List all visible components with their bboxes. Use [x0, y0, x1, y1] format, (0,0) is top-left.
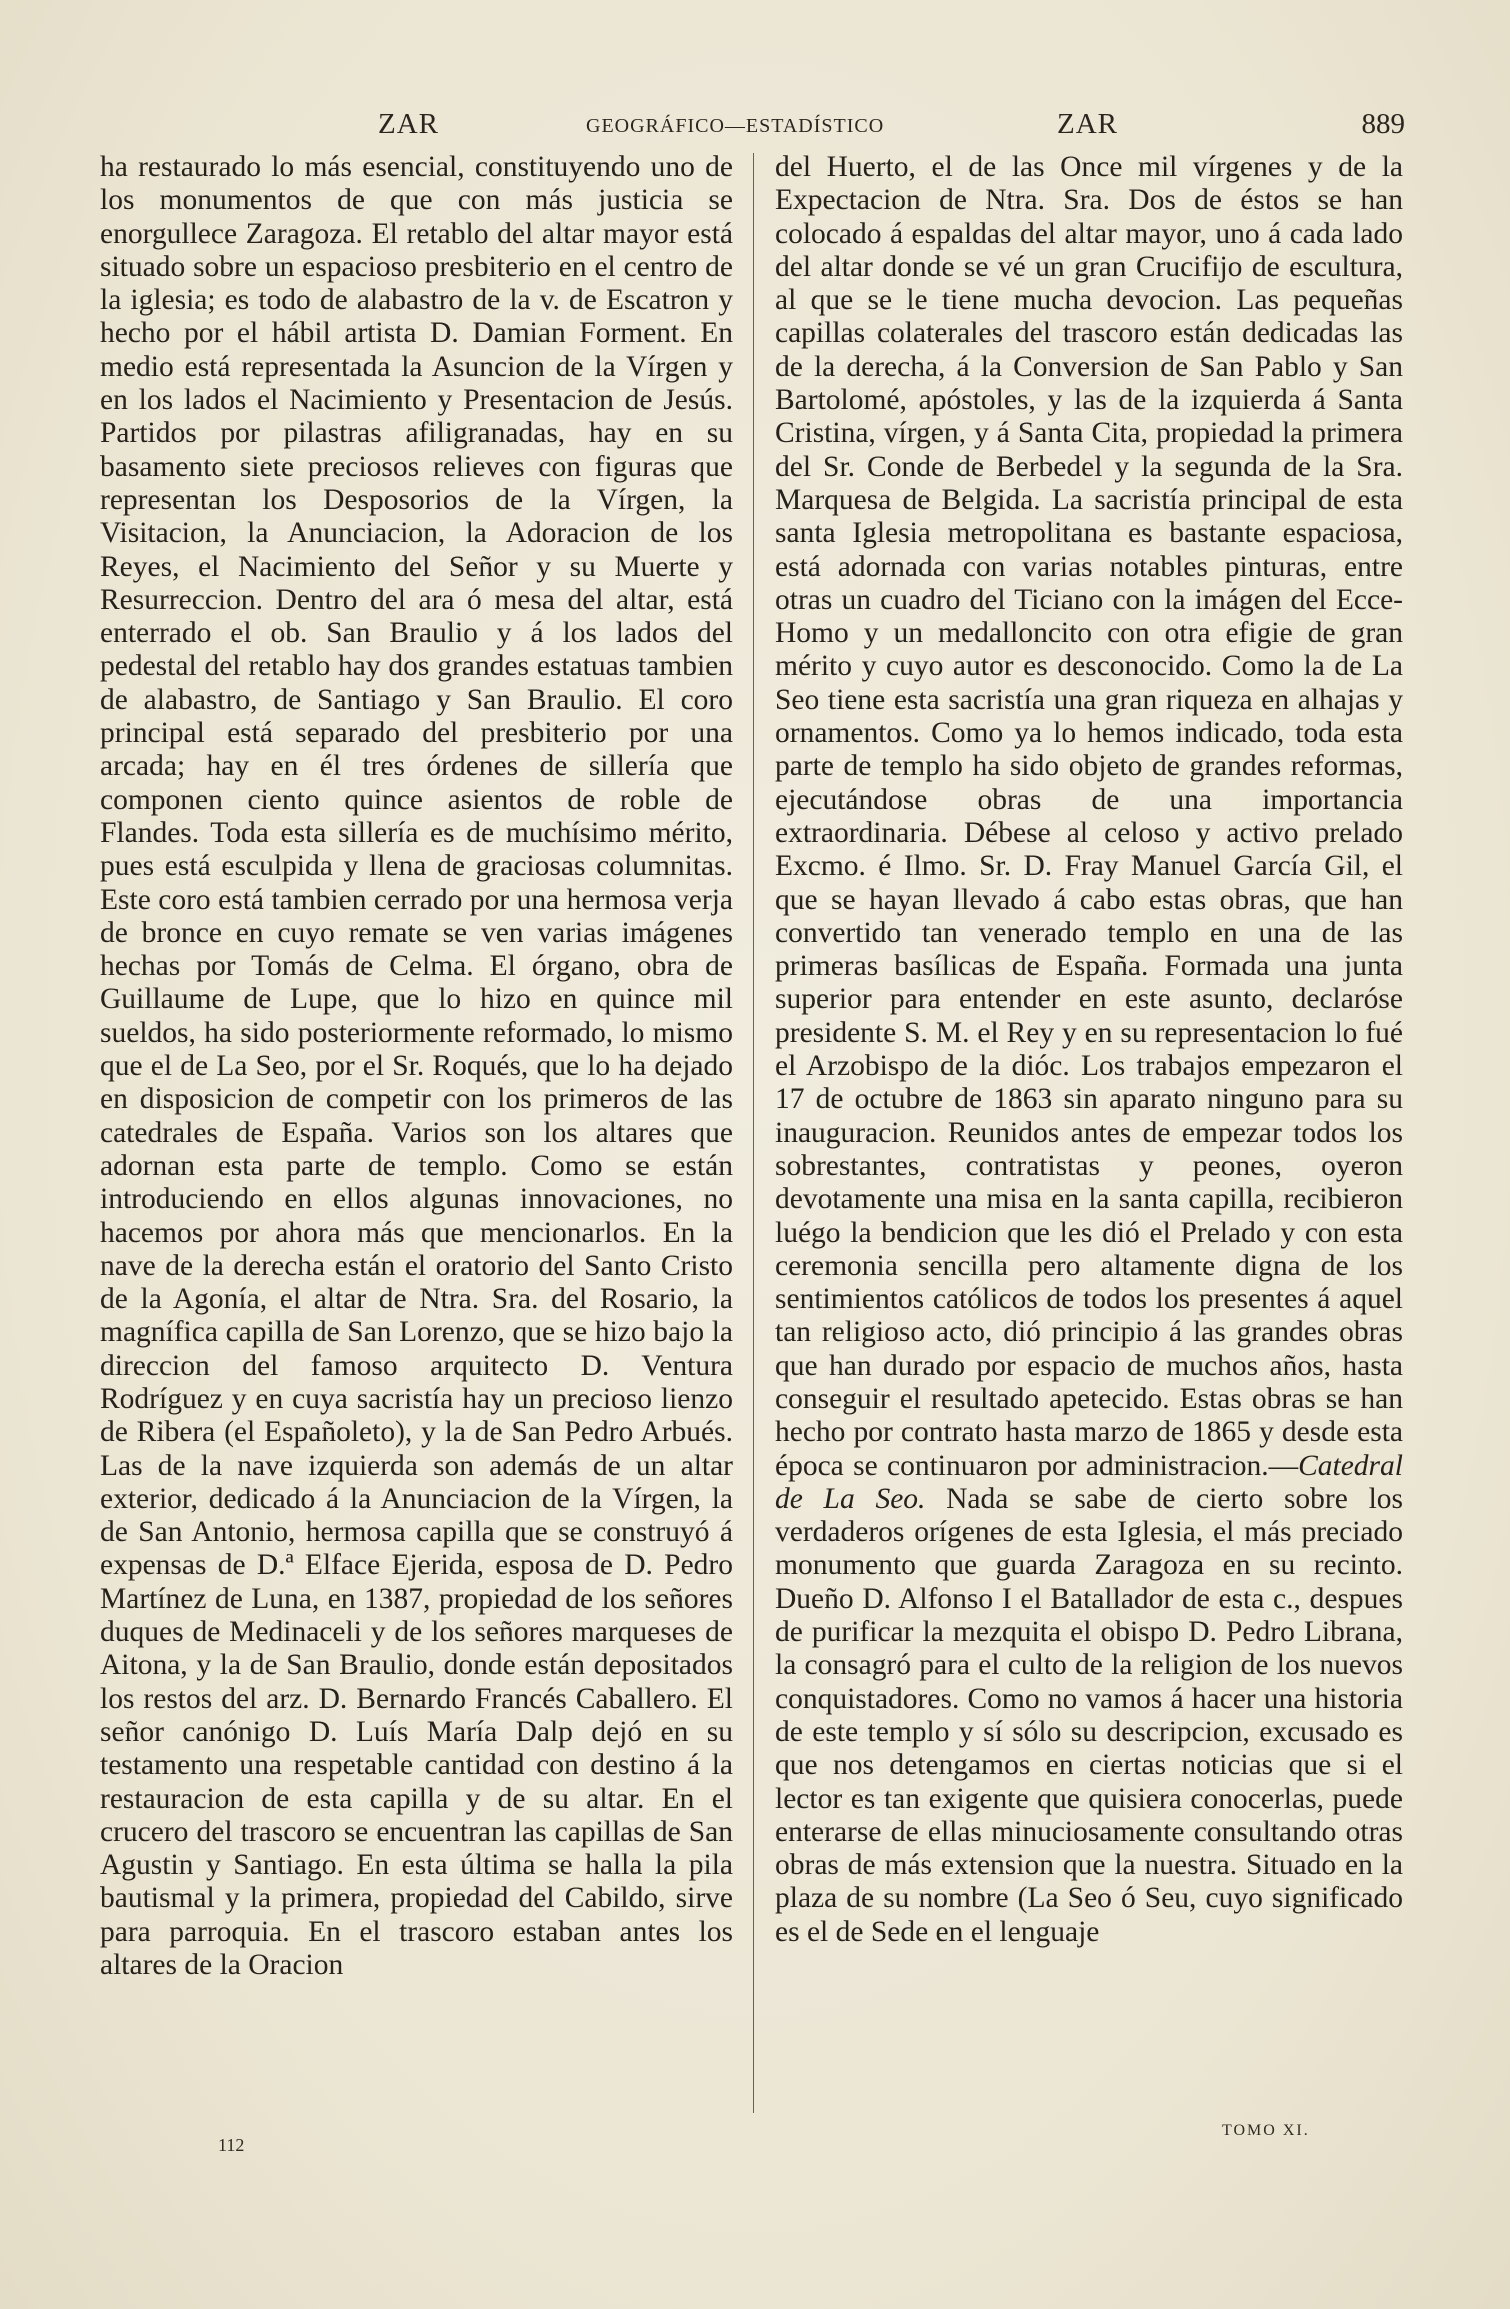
- section-heading-catedral-la-seo: Catedral de La Seo.: [775, 1449, 1403, 1515]
- right-column: [775, 151, 1403, 2131]
- running-header: [100, 108, 1405, 148]
- right-column-text-after: Nada se sabe de cierto sobre los verdaderos orígenes de esta Iglesia, el más preciado monumento que guarda Zaragoza en su recinto. Dueño D. Alfonso I el Batallador de esta c., despues de purificar la mezquita el obispo D. Pedro Librana, la consagró para el culto de la religion de los nuevos conquistadores. Como no vamos á hacer una historia de este templo y sí sólo su descripcion, excusado es que nos detengamos en ciertas noticias que si el lector es tan exigente que quisiera conocerlas, puede enterarse de ellas minuciosamente consultando otras obras de más extension que la nuestra. Situado en la plaza de su nombre (La Seo ó Seu, cuyo significado es el de Sede en el lenguaje: [775, 1482, 1403, 1948]
- header-left-word: ZAR: [378, 108, 439, 140]
- column-divider: [753, 153, 754, 2113]
- header-center-title: GEOGRÁFICO—ESTADÍSTICO: [586, 115, 885, 137]
- printer-signature: 112: [218, 2135, 245, 2155]
- left-column-text: ha restaurado lo más esencial, constituyendo uno de los monumentos de que con más justicia se enorgullece Zaragoza. El retablo del altar mayor está situado sobre un espacioso presbiterio en el centro de la iglesia; es todo de alabastro de la v. de Escatron y hecho por el hábil artista D. Damian Forment. En medio está representada la Asuncion de la Vírgen y en los lados el Nacimiento y Presentacion de Jesús. Partidos por pilastras afiligranadas, hay en su basamento siete preciosos relieves con figuras que representan los Desposorios de la Vírgen, la Visitacion, la Anunciacion, la Adoracion de los Reyes, el Nacimiento del Señor y su Muerte y Resurreccion. Dentro del ara ó mesa del altar, está enterrado el ob. San Braulio y á los lados del pedestal del retablo hay dos grandes estatuas tambien de alabastro, de Santiago y San Braulio. El coro principal está separado del presbiterio por una arcada; hay en él tres órdenes de sillería que componen ciento quince asientos de roble de Flandes. Toda esta sillería es de muchísimo mérito, pues está esculpida y llena de graciosas columnitas. Este coro está tambien cerrado por una hermosa verja de bronce en cuyo remate se ven varias imágenes hechas por Tomás de Celma. El órgano, obra de Guillaume de Lupe, que lo hizo en quince mil sueldos, ha sido posteriormente reformado, lo mismo que el de La Seo, por el Sr. Roqués, que lo ha dejado en disposicion de competir con los primeros de las catedrales de España. Varios son los altares que adornan esta parte de templo. Como se están introduciendo en ellos algunas innovaciones, no hacemos por ahora más que mencionarlos. En la nave de la derecha están el oratorio del Santo Cristo de la Agonía, el altar de Ntra. Sra. del Rosario, la magnífica capilla de San Lorenzo, que se hizo bajo la direccion del famoso arquitecto D. Ventura Rodríguez y en cuya sacristía hay un precioso lienzo de Ribera (el Españoleto), y la de San Pedro Arbués. Las de la nave izquierda son además de un altar exterior, dedicado á la Anunciacion de la Vírgen, la de San Antonio, hermosa capilla que se construyó á expensas de D.ª Elface Ejerida, esposa de D. Pedro Martínez de Luna, en 1387, propiedad de los señores duques de Medinaceli y de los señores marqueses de Aitona, y la de San Braulio, donde están depositados los restos del arz. D. Bernardo Francés Caballero. El señor canónigo D. Luís María Dalp dejó en su testamento una respetable cantidad con destino á la restauracion de esta capilla y de su altar. En el crucero del trascoro se encuentran las capillas de San Agustin y Santiago. En esta última se halla la pila bautismal y la primera, propiedad del Cabildo, sirve para parroquia. En el trascoro estaban antes los altares de la Oracion: [100, 151, 733, 1982]
- right-column-paragraph: [775, 151, 1403, 1949]
- right-column-text-before: del Huerto, el de las Once mil vírgenes y de la Expectacion de Ntra. Sra. Dos de éstos se han colocado á espaldas del altar mayor, uno á cada lado del altar donde se vé un gran Crucifijo de escultura, al que se le tiene mucha devocion. Las pequeñas capillas colaterales del trascoro están dedicadas las de la derecha, á la Conversion de San Pablo y San Bartolomé, apóstoles, y las de la izquierda á Santa Cristina, vírgen, y á Santa Cita, propiedad la primera del Sr. Conde de Berbedel y la segunda de la Sra. Marquesa de Belgida. La sacristía principal de esta santa Iglesia metropolitana es bastante espaciosa, está adornada con varias notables pinturas, entre otras un cuadro del Ticiano con la imágen del Ecce-Homo y un medalloncito con otra efigie de gran mérito y cuyo autor es desconocido. Como la de La Seo tiene esta sacristía una gran riqueza en alhajas y ornamentos. Como ya lo hemos indicado, toda esta parte de templo ha sido objeto de grandes reformas, ejecutándose obras de una importancia extraordinaria. Débese al celoso y activo prelado Excmo. é Ilmo. Sr. D. Fray Manuel García Gil, el que se hayan llevado á cabo estas obras, que han convertido tan venerado templo en una de las primeras basílicas de España. Formada una junta superior para entender en este asunto, declaróse presidente S. M. el Rey y en su representacion lo fué el Arzobispo de la dióc. Los trabajos empezaron el 17 de octubre de 1863 sin aparato ninguno para su inauguracion. Reunidos antes de empezar todos los sobrestantes, contratistas y peones, oyeron devotamente una misa en la santa capilla, recibieron luégo la bendicion que les dió el Prelado y con esta ceremonia sencilla pero altamente digna de los sentimientos católicos de todos los presentes á aquel tan religioso acto, dió principio á las grandes obras que han durado por espacio de muchos años, hasta conseguir el resultado apetecido. Estas obras se han hecho por contrato hasta marzo de 1865 y desde esta época se continuaron por administracion.—: [775, 151, 1403, 1482]
- page-number: 889: [1361, 108, 1405, 140]
- left-column: [100, 151, 733, 2131]
- header-right-word: ZAR: [1057, 108, 1118, 140]
- volume-label: TOMO XI.: [1222, 2122, 1310, 2139]
